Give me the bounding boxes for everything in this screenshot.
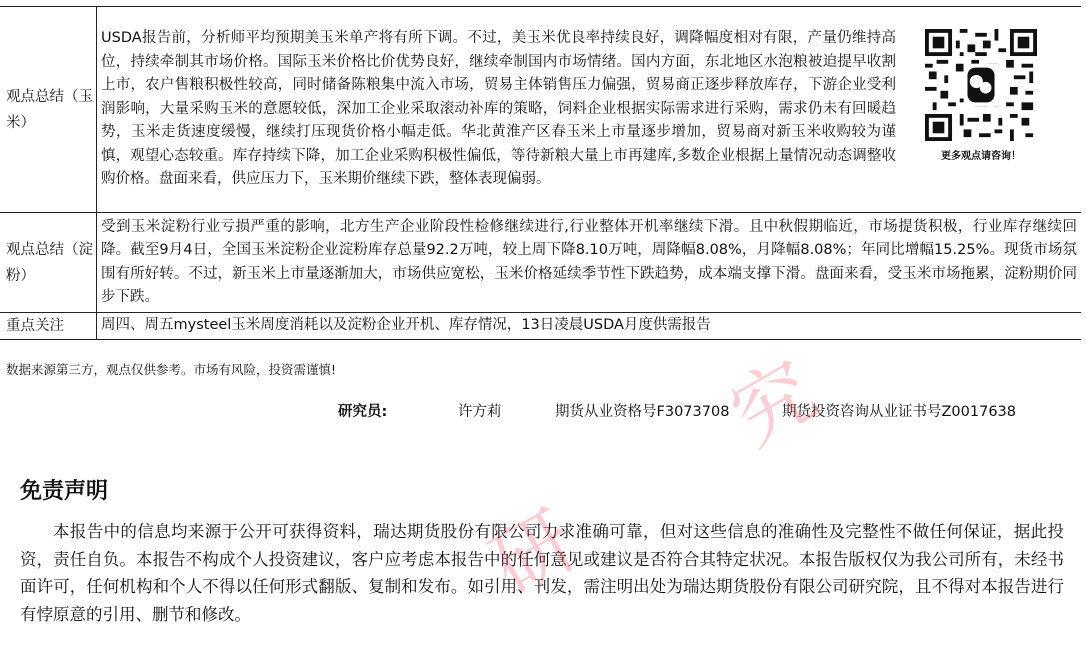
watermark-glyph-1: 研 — [475, 493, 592, 614]
data-source-footnote: 数据来源第三方，观点仅供参考。市场有风险，投资需谨慎! — [6, 362, 337, 377]
researcher-name: 许方莉 — [458, 404, 502, 420]
summary-table — [0, 6, 1081, 340]
disclaimer-title: 免责声明 — [20, 479, 109, 504]
watermark-glyph-2: 究 — [715, 343, 832, 464]
row-content-focus: 周四、周五mysteel玉米周度消耗以及淀粉企业开机、库存情况，13日凌晨USDA月度供需报告 — [97, 313, 1082, 340]
row-content-starch: 受到玉米淀粉行业亏损严重的影响，北方生产企业阶段性检修继续进行,行业整体开机率继续下滑。且中秋假期临近，市场提货积极，行业库存继续回降。截至9月4日，全国玉米淀粉企业淀粉库存总量92.2万吨，较上周下降8.10万吨，周降幅8.08%，月降幅8.08%；年同比增幅15.25%。现货市场氛围有所好转。不过，新玉米上市量逐渐加大，市场供应宽松，玉米价格延续季节性下跌趋势，成本端支撑下滑。盘面来看，受玉米市场拖累，淀粉期价同步下跌。 — [97, 213, 1082, 313]
researcher-license-number: 期货从业资格号F3073708 — [555, 404, 730, 420]
row-label-corn: 观点总结（玉米） — [0, 7, 97, 213]
disclaimer-body: 本报告中的信息均来源于公开可获得资料，瑞达期货股份有限公司力求准确可靠，但对这些信息的准确性及完整性不做任何保证，据此投资，责任自负。本报告不构成个人投资建议，客户应考虑本报告中的任何意见或建议是否符合其特定状况。本报告版权仅为我公司所有，未经书面许可，任何机构和个人不得以任何形式翻版、复制和发布。如引用、刊发，需注明出处为瑞达期货股份有限公司研究院，且不得对本报告进行有悖原意的引用、删节和修改。 — [20, 522, 1064, 624]
table-row-starch — [0, 213, 1081, 313]
qr-code-block — [896, 27, 1066, 192]
row-label-starch: 观点总结（淀粉） — [0, 213, 97, 313]
researcher-label: 研究员: — [338, 404, 388, 420]
row-content-corn — [97, 7, 1082, 213]
qr-caption: 更多观点请咨询！ — [941, 151, 1021, 163]
row-label-focus: 重点关注 — [0, 313, 97, 340]
researcher-consult-cert: 期货投资咨询从业证书号Z0017638 — [782, 404, 1017, 420]
table-row-focus — [0, 313, 1081, 340]
table-row-corn — [0, 7, 1081, 213]
corn-content-wrapper — [101, 27, 1077, 192]
corn-analysis-text: USDA报告前，分析师平均预期美玉米单产将有所下调。不过，美玉米优良率持续良好，调降幅度相对有限，产量仍维持高位，持续牵制其市场价格。国际玉米价格比价优势良好，继续牵制国内市场情绪。国内方面，东北地区水泡粮被迫提早收割上市，农户售粮积极性较高，同时储备陈粮集中流入市场，贸易主体销售压力偏强，贸易商正逐步释放库存，下游企业受利润影响，大量采购玉米的意愿较低，深加工企业采取滚动补库的策略，饲料企业根据实际需求进行采购，需求仍未有回暖趋势，玉米走货速度缓慢，继续打压现货价格小幅走低。华北黄淮产区春玉米上市量逐步增加，贸易商对新玉米收购较为谨慎，观望心态较重。库存持续下降，加工企业采购积极性偏低，等待新粮大量上市再建库,多数企业根据上量情况动态调整收购价格。盘面来看，供应压力下，玉米期价继续下跌，整体表现偏弱。 — [101, 30, 896, 188]
qr-code-icon — [925, 29, 1037, 141]
